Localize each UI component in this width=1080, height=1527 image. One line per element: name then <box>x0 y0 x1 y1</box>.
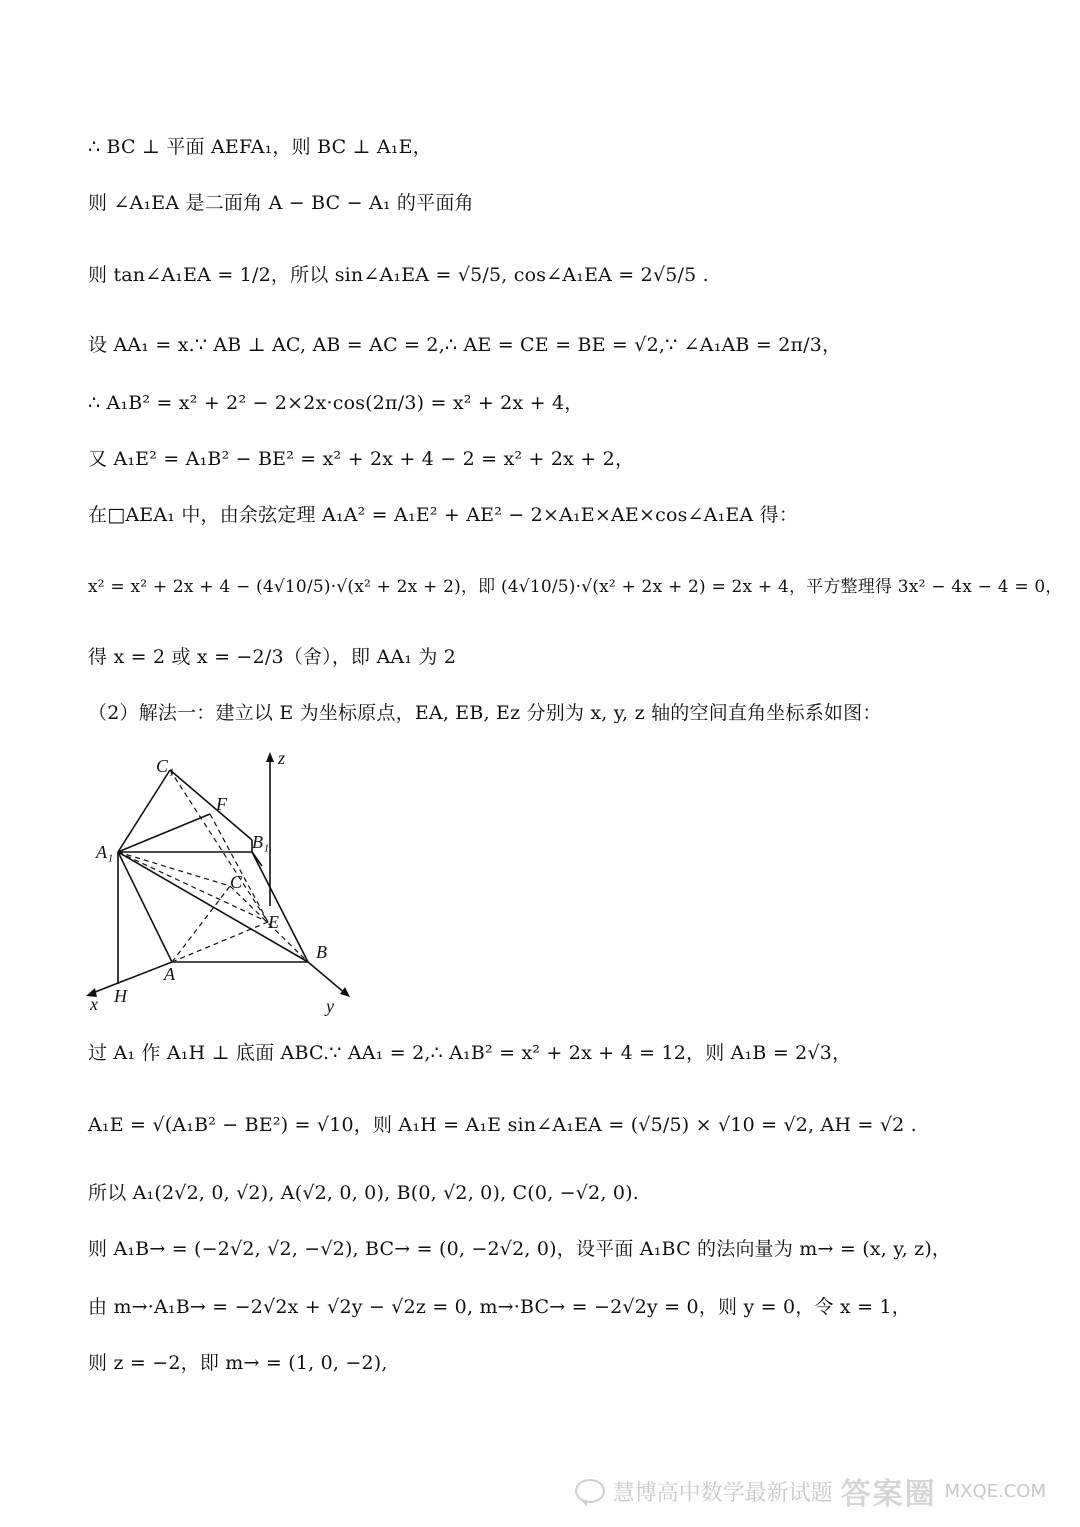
label-f: F <box>216 794 227 814</box>
label-a1: A₁ <box>96 842 114 862</box>
line-6: 又 A₁E² = A₁B² − BE² = x² + 2x + 4 − 2 = x² + 2x + 2， <box>88 448 635 470</box>
label-a: A <box>164 964 175 984</box>
label-y: y <box>326 996 334 1016</box>
prism-figure <box>80 748 380 1018</box>
watermark-text: 慧博高中数学最新试题 <box>612 1480 833 1506</box>
line-9: 得 x = 2 或 x = −2/3（舍），即 AA₁ 为 2 <box>88 646 457 668</box>
line-11: 过 A₁ 作 A₁H ⊥ 底面 ABC.∵ AA₁ = 2,∴ A₁B² = x² + 2x + 4 = 12，则 A₁B = 2√3， <box>88 1042 852 1064</box>
line-5: ∴ A₁B² = x² + 2² − 2×2x·cos(2π/3) = x² + 2x + 4， <box>88 392 584 414</box>
line-12: A₁E = √(A₁B² − BE²) = √10，则 A₁H = A₁E sin∠A₁EA = (√5/5) × √10 = √2, AH = √2 . <box>88 1114 917 1136</box>
line-14: 则 A₁B→ = (−2√2, √2, −√2), BC→ = (0, −2√2, 0)，设平面 A₁BC 的法向量为 m→ = (x, y, z)， <box>88 1238 952 1260</box>
label-z: z <box>278 748 286 768</box>
label-e: E <box>268 912 279 932</box>
label-x: x <box>90 994 98 1014</box>
line-2: 则 ∠A₁EA 是二面角 A − BC − A₁ 的平面角 <box>88 192 474 214</box>
line-4: 设 AA₁ = x.∵ AB ⊥ AC, AB = AC = 2,∴ AE = CE = BE = √2,∵ ∠A₁AB = 2π/3， <box>88 334 842 356</box>
watermark-site: MXQE.COM <box>944 1480 1046 1502</box>
watermark-logo: 答案圈 <box>840 1477 937 1512</box>
watermark <box>575 1469 1046 1513</box>
label-c: C <box>230 872 243 892</box>
line-15: 由 m→·A₁B→ = −2√2x + √2y − √2z = 0, m→·BC→ = −2√2y = 0，则 y = 0，令 x = 1， <box>88 1296 911 1318</box>
label-b: B <box>316 942 327 962</box>
chat-bubble-icon <box>575 1479 605 1503</box>
label-b1: B₁ <box>252 832 270 852</box>
line-8: x² = x² + 2x + 4 − (4√10/5)·√(x² + 2x + 2)，即 (4√10/5)·√(x² + 2x + 2) = 2x + 4，平方整理得 3x² − 4x − 4 = 0， <box>88 577 1063 597</box>
line-1: ∴ BC ⊥ 平面 AEFA₁，则 BC ⊥ A₁E， <box>88 136 432 158</box>
line-3: 则 tan∠A₁EA = 1/2，所以 sin∠A₁EA = √5/5, cos∠A₁EA = 2√5/5 . <box>88 264 709 286</box>
label-h: H <box>114 986 127 1006</box>
line-13: 所以 A₁(2√2, 0, √2), A(√2, 0, 0), B(0, √2, 0), C(0, −√2, 0). <box>88 1182 640 1204</box>
line-7: 在□AEA₁ 中，由余弦定理 A₁A² = A₁E² + AE² − 2×A₁E×AE×cos∠A₁EA 得： <box>88 504 799 526</box>
line-16: 则 z = −2，即 m→ = (1, 0, −2), <box>88 1352 388 1374</box>
label-c1: C₁ <box>156 756 175 776</box>
line-10: （2）解法一：建立以 E 为坐标原点，EA, EB, Ez 分别为 x, y, z 轴的空间直角坐标系如图： <box>88 702 882 724</box>
